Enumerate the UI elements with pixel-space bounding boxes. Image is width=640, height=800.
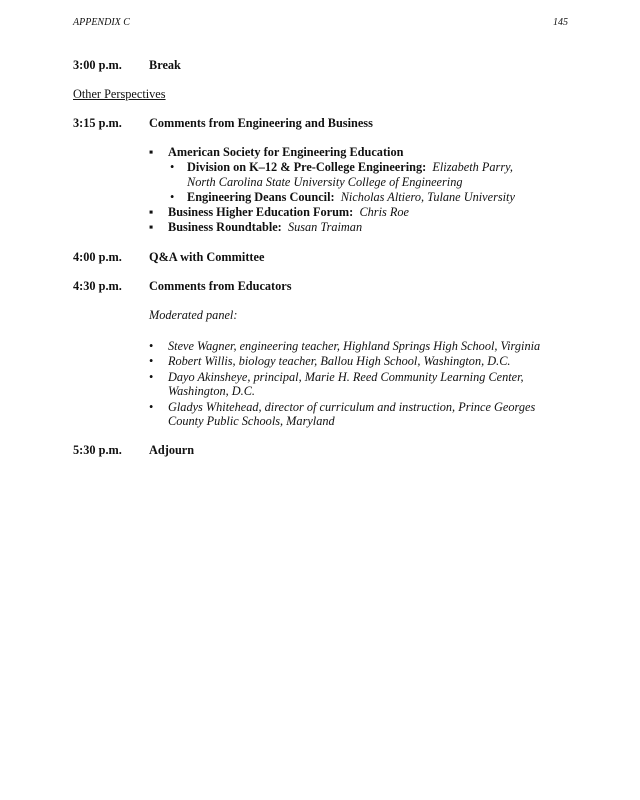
k12-affiliation: North Carolina State University College of Engineering: [187, 175, 463, 189]
moderated-panel-label: Moderated panel:: [149, 308, 238, 322]
dot-bullet-icon: •: [149, 400, 154, 414]
panelist-text: Gladys Whitehead, director of curriculum and instruction, Prince Georges: [168, 400, 536, 414]
running-header-left: APPENDIX C: [73, 17, 130, 28]
dot-bullet-icon: •: [149, 370, 154, 384]
bhef-label: Business Higher Education Forum:: [168, 205, 354, 219]
dot-bullet-icon: •: [170, 190, 175, 204]
square-bullet-icon: ▪: [149, 205, 154, 219]
brt-label: Business Roundtable:: [168, 220, 282, 234]
deans-name: Nicholas Altiero, Tulane University: [340, 190, 515, 204]
panelist-text-cont: Washington, D.C.: [168, 384, 256, 398]
agenda-title-qa: Q&A with Committee: [149, 250, 265, 264]
panelist-text-cont: County Public Schools, Maryland: [168, 414, 335, 428]
panelist-text: Dayo Akinsheye, principal, Marie H. Reed Community Learning Center,: [168, 370, 524, 384]
dot-bullet-icon: •: [149, 354, 154, 368]
time-4-00: 4:00 p.m.: [73, 250, 122, 264]
agenda-title-educators: Comments from Educators: [149, 279, 292, 293]
bhef-name: Chris Roe: [359, 205, 409, 219]
k12-label: Division on K–12 & Pre-College Engineering:: [187, 160, 427, 174]
panelist-text: Robert Willis, biology teacher, Ballou High School, Washington, D.C.: [168, 354, 511, 368]
square-bullet-icon: ▪: [149, 145, 154, 159]
page-number: 145: [553, 17, 568, 28]
square-bullet-icon: ▪: [149, 220, 154, 234]
time-4-30: 4:30 p.m.: [73, 279, 122, 293]
panelist-text: Steve Wagner, engineering teacher, Highland Springs High School, Virginia: [168, 339, 541, 353]
agenda-title-break: Break: [149, 58, 181, 72]
time-3-00: 3:00 p.m.: [73, 58, 122, 72]
brt-name: Susan Traiman: [287, 220, 363, 234]
asee-label: American Society for Engineering Education: [168, 145, 404, 159]
agenda-title-adjourn: Adjourn: [149, 443, 195, 457]
dot-bullet-icon: •: [170, 160, 175, 174]
time-5-30: 5:30 p.m.: [73, 443, 122, 457]
agenda-title-eng-business: Comments from Engineering and Business: [149, 116, 373, 130]
section-heading: Other Perspectives: [73, 87, 166, 101]
dot-bullet-icon: •: [149, 339, 154, 353]
deans-label: Engineering Deans Council:: [187, 190, 335, 204]
time-3-15: 3:15 p.m.: [73, 116, 122, 130]
k12-name: Elizabeth Parry,: [432, 160, 513, 174]
